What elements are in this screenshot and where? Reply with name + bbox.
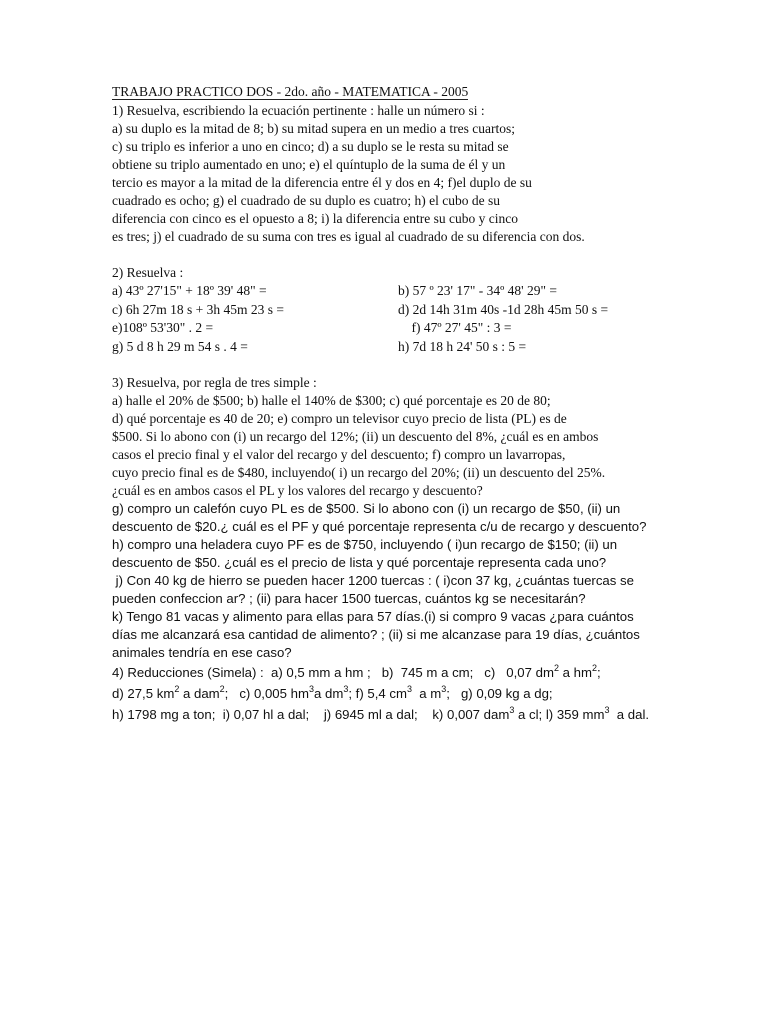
s2-exercise: h) 7d 18 h 24' 50 s : 5 = (398, 338, 527, 354)
section-1-equations (112, 102, 712, 246)
s1-line: obtiene su triplo aumentado en uno; e) el quíntuplo de la suma de él y un (112, 157, 506, 172)
s4-line: h) 1798 mg a ton; i) 0,07 hl a dal; j) 6945 ml a dal; k) 0,007 dam$^3$ a cl; l) 359 $mm^3$ a dal. (112, 705, 650, 722)
s2-row (112, 338, 712, 357)
s2-exercise: b) 57 º 23' 17" - 34º 48' 29" = (398, 283, 557, 298)
s1-line: diferencia con cinco es el opuesto a 8; i) la diferencia entre su cubo y cinco (112, 211, 518, 226)
s2-exercise: f) 47º 27' 45" : 3 = (398, 320, 512, 335)
s3-line: j) Con 40 kg de hierro se pueden hacer 1200 tuercas : ( i)con 37 kg, ¿cuántas tuercas se (112, 573, 634, 588)
worksheet (112, 82, 712, 725)
s2-row (112, 319, 712, 338)
section-3-rule-of-three (112, 374, 712, 662)
s3-line: h) compro una heladera cuyo PF es de $750, incluyendo ( i)un recargo de $150; (ii) un (112, 537, 618, 552)
s2-exercise: d) 2d 14h 31m 40s -1d 28h 45m 50 s = (398, 301, 609, 317)
s1-line: tercio es mayor a la mitad de la diferencia entre él y dos en 4; f)el duplo de su (112, 175, 532, 190)
s1-line: a) su duplo es la mitad de 8; b) su mitad supera en un medio a tres cuartos; (112, 121, 516, 136)
s3-line: pueden confeccion ar? ; (ii) para hacer 1500 tuercas, cuántos kg se necesitarán? (112, 591, 586, 606)
s2-exercise: c) 6h 27m 18 s + 3h 45m 23 s = (112, 301, 284, 317)
spacer (112, 246, 712, 264)
s3-line: animales tendría en ese caso? (112, 645, 292, 660)
s1-line: 1) Resuelva, escribiendo la ecuación pertinente : halle un número si : (112, 103, 485, 118)
s2-row (112, 282, 712, 301)
s1-line: c) su triplo es inferior a uno en cinco; d) a su duplo se le resta su mitad se (112, 139, 509, 154)
section-4-unit-reductions (112, 662, 712, 725)
s1-line: cuadrado es ocho; g) el cuadrado de su duplo es cuatro; h) el cubo de su (112, 193, 500, 208)
s3-line: g) compro un calefón cuyo PL es de $500. Si lo abono con (i) un recargo de $50, (ii) un (112, 501, 621, 516)
s2-heading: 2) Resuelva : (112, 265, 184, 280)
spacer (112, 356, 712, 374)
s3-line: $500. Si lo abono con (i) un recargo del 12%; (ii) un descuento del 8%, ¿cuál es en ambos (112, 429, 599, 444)
s4-line: 4) Reducciones (Simela) : a) 0,5 mm a hm ; b) 745 m a cm; c) 0,07 $dm^2$ a $hm^2$; (112, 663, 601, 680)
worksheet-title: TRABAJO PRACTICO DOS - 2do. año - MATEMATICA - 2005 (112, 84, 469, 99)
s3-line: descuento de $50. ¿cuál es el precio de lista y qué porcentaje representa cada uno? (112, 555, 607, 570)
s1-line: es tres; j) el cuadrado de su suma con tres es igual al cuadrado de su diferencia con dos. (112, 229, 585, 244)
s3-line: a) halle el 20% de $500; b) halle el 140% de $300; c) qué porcentaje es 20 de 80; (112, 393, 551, 408)
s3-line: k) Tengo 81 vacas y alimento para ellas para 57 días.(i) si compro 9 vacas ¿para cuántos (112, 609, 634, 624)
s2-exercise: a) 43º 27'15" + 18º 39' 48" = (112, 283, 267, 298)
s3-line: descuento de $20.¿ cuál es el PF y qué porcentaje representa c/u de recargo y descuento? (112, 519, 647, 534)
s2-exercise: e)108º 53'30" . 2 = (112, 320, 214, 335)
s3-line: casos el precio final y el valor del recargo y del descuento; f) compro un lavarropas, (112, 447, 566, 462)
s3-line: días me alcanzará esa cantidad de alimento? ; (ii) si me alcanzase para 19 días, ¿cuántos (112, 627, 640, 642)
s3-line: ¿cuál es en ambos casos el PL y los valores del recargo y descuento? (112, 483, 483, 498)
s4-line: d) 27,5 $km^2$ a dam$^2$; c) 0,005 $hm^3a$ $dm^3$; f) 5,4 $cm^3$ a $m^3$; g) 0,09 kg a dg; (112, 684, 553, 701)
s2-row (112, 301, 712, 320)
s3-line: cuyo precio final es de $480, incluyendo( i) un recargo del 20%; (ii) un descuento del 25%. (112, 465, 606, 480)
section-2-sexagesimal (112, 264, 712, 356)
s3-line: 3) Resuelva, por regla de tres simple : (112, 375, 317, 390)
s2-exercise: g) 5 d 8 h 29 m 54 s . 4 = (112, 338, 248, 354)
s3-line: d) qué porcentaje es 40 de 20; e) compro un televisor cuyo precio de lista (PL) es de (112, 411, 567, 426)
